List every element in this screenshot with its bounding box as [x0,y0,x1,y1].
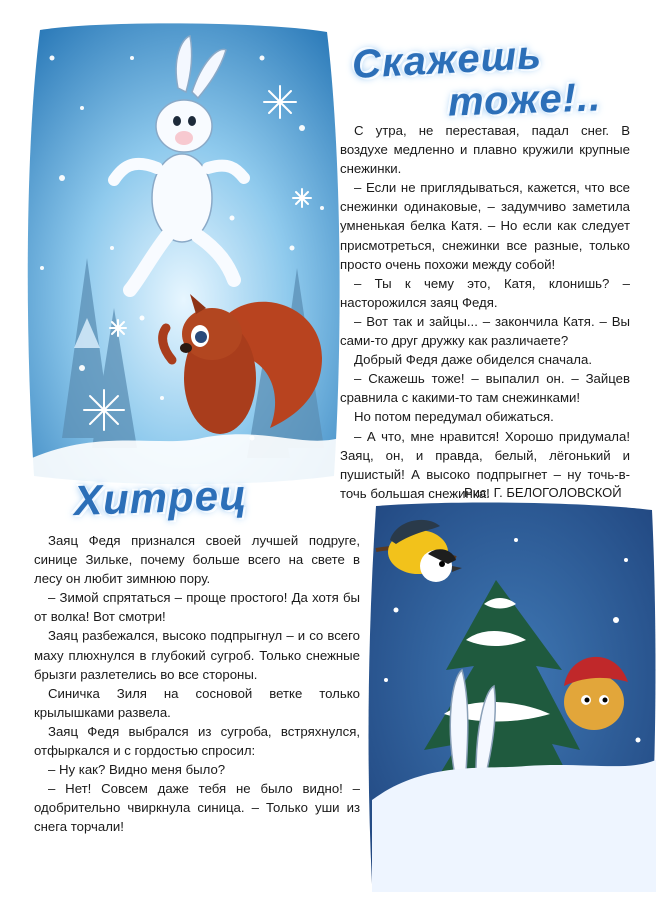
paragraph: – Ну как? Видно меня было? [48,762,226,778]
story-title-line-1: Скажешь [350,33,543,87]
paragraph: С утра, не переставая, падал снег. В воздухе медленно и плавно кружили крупные снежинки. [340,123,630,177]
paragraph: – Если не приглядываться, кажется, что все снежинки одинаковые, – задумчиво заметила умненькая белка Катя. – Но если как следует присмотреться, снежинки все разные, только просто очень похожи между собой! [340,180,630,272]
paragraph: – Нет! Совсем даже тебя не было видно! – одобрительно чвиркнула синица. – Только уши из снега торчали! [34,781,360,835]
titmouse-hare-illustration [366,500,658,892]
paragraph: – Скажешь тоже! – выпалил он. – Зайцев сравнила с какими-то там снежинками! [340,371,630,406]
paragraph: Добрый Федя даже обиделся сначала. [354,352,592,368]
paragraph: – Зимой спрятаться – проще простого! Да хотя бы от волка! Вот смотри! [34,590,360,625]
paragraph: – А что, мне нравится! Хорошо придумала! Заяц, он, и правда, белый, лёгонький и пушистый! А высоко подпрыгнет – ну точь-в-точь большая снежинка! [340,428,630,501]
paragraph: – Вот так и зайцы... – закончила Катя. – Вы сами-то друг дружку как различаете? [340,313,630,349]
paragraph: Но потом передумал обижаться. [354,409,554,425]
hare-squirrel-illustration [22,18,344,488]
paragraph: Заяц разбежался, высоко подпрыгнул – и со всего маху плюхнулся в глубокий сугроб. Только снежные брызги разлетелись во все стороны. [34,628,360,682]
story-2-text [34,531,360,837]
paragraph: Синичка Зиля на сосновой ветке только крылышками развела. [34,685,360,720]
paragraph: Заяц Федя признался своей лучшей подруге, синице Зильке, почему больше всего на свете в лесу он любит зимнюю пору. [34,533,360,587]
winter-forest-image [22,18,344,488]
story-title-line-2: тоже!.. [447,75,602,125]
snowy-fir-image [366,500,658,892]
paragraph: – Ты к чему это, Катя, клонишь? – насторожился заяц Федя. [340,275,630,310]
story-title-2: Хитрец [73,470,248,525]
paragraph: Заяц Федя выбрался из сугроба, встряхнулся, отфыркался и с гордостью спросил: [34,723,360,759]
story-1-text [340,121,630,503]
illustrator-credit: Рис. Г. БЕЛОГОЛОВСКОЙ [464,485,622,500]
